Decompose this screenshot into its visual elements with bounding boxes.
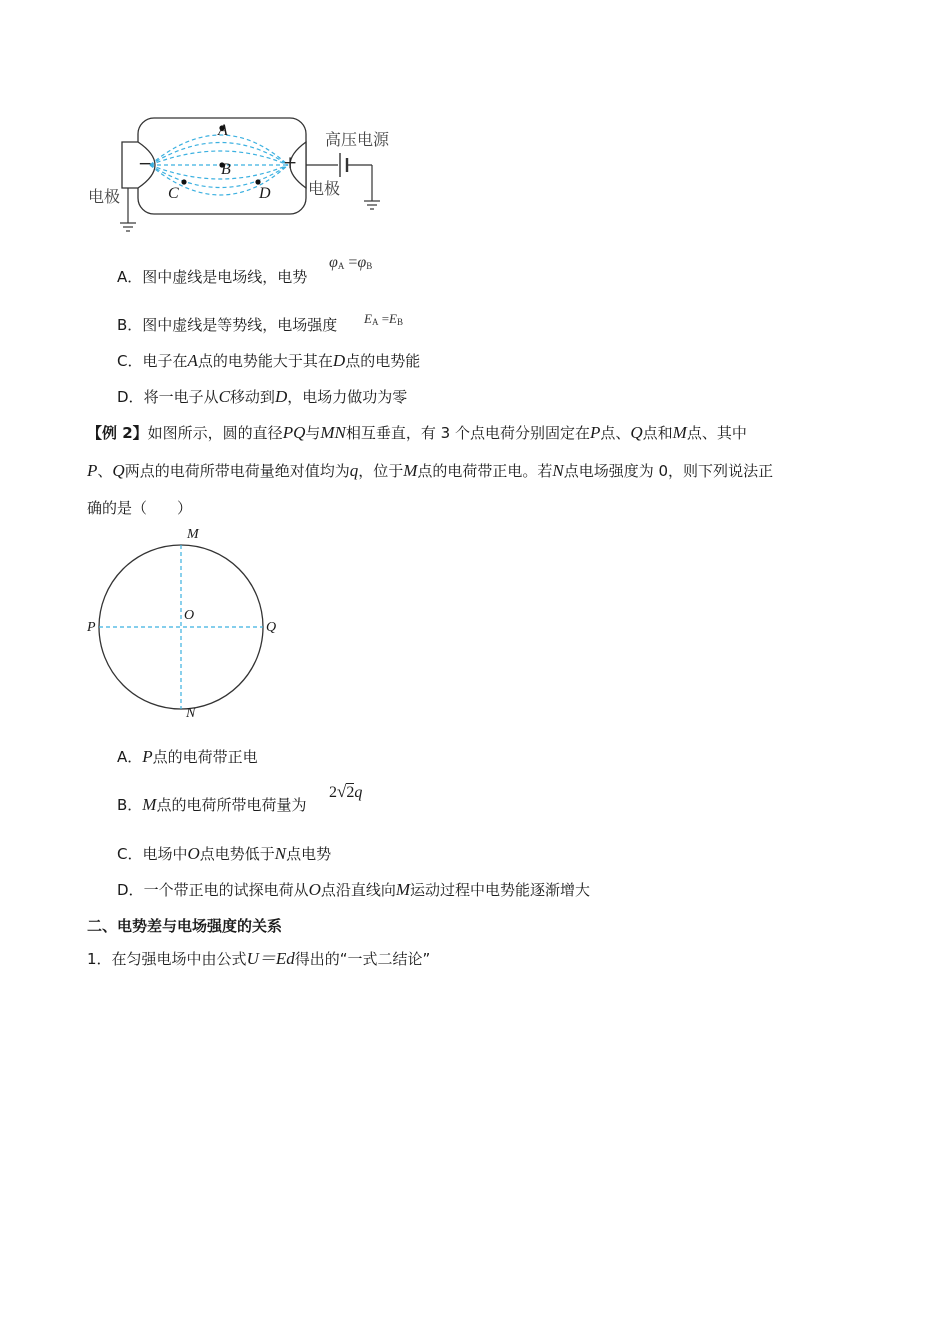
item-1: 1．在匀强电场中由公式U＝Ed得出的“一式二结论” [87, 949, 431, 968]
example2-line2: P、Q两点的电荷所带电荷量绝对值均为q，位于M点的电荷带正电。若N点电场强度为 0，则下列说法正 [87, 461, 774, 480]
q1-option-D: D．将一电子从C移动到D，电场力做功为零 [117, 387, 408, 406]
plus-sign: + [283, 153, 298, 173]
formula-2-sqrt2-q: 2√2q [329, 782, 363, 801]
circle-diagram [95, 540, 270, 715]
q1-option-C: C．电子在A点的电势能大于其在D点的电势能 [117, 351, 421, 370]
fig2-label-N: N [186, 706, 196, 721]
point-D [255, 179, 260, 184]
formula-EA-eq-EB: $E_A =E_B$ [364, 311, 404, 327]
electric-field-diagram [80, 105, 410, 245]
fig1-label-B: B [221, 161, 231, 178]
left-electrode-label: 电极 [88, 187, 121, 206]
fig2-label-M: M [187, 527, 199, 542]
q2-option-A: A．P点的电荷带正电 [117, 747, 258, 766]
q1-option-B: B．图中虚线是等势线，电场强度 [117, 316, 338, 334]
fig1-label-A: A [218, 122, 228, 139]
fig2-label-P: P [87, 620, 96, 635]
example2-line1: 【例 2】如图所示，圆的直径PQ与MN相互垂直，有 3 个点电荷分别固定在P点、Q点和M点、其中 [87, 423, 747, 442]
fig2-label-Q: Q [266, 620, 277, 635]
q2-option-D: D．一个带正电的试探电荷从O点沿直线向M运动过程中电势能逐渐增大 [117, 880, 591, 899]
q2-option-C: C．电场中O点电势低于N点电势 [117, 844, 332, 863]
minus-sign: − [138, 154, 153, 174]
point-C [181, 179, 186, 184]
fig2-label-O: O [184, 608, 195, 623]
formula-phiA-eq-phiB: $\varphi_A =\varphi_B$ [329, 254, 373, 271]
q2-option-B: B．M点的电荷所带电荷量为 [117, 795, 307, 814]
right-electrode-label: 电极 [308, 179, 341, 198]
power-source-label: 高压电源 [325, 130, 390, 149]
fig1-label-C: C [168, 185, 179, 202]
example2-line3: 确的是（ ） [87, 499, 193, 517]
section-heading: 二、电势差与电场强度的关系 [87, 917, 283, 935]
q1-option-A: A．图中虚线是电场线，电势 [117, 268, 308, 286]
fig1-label-D: D [259, 185, 271, 202]
